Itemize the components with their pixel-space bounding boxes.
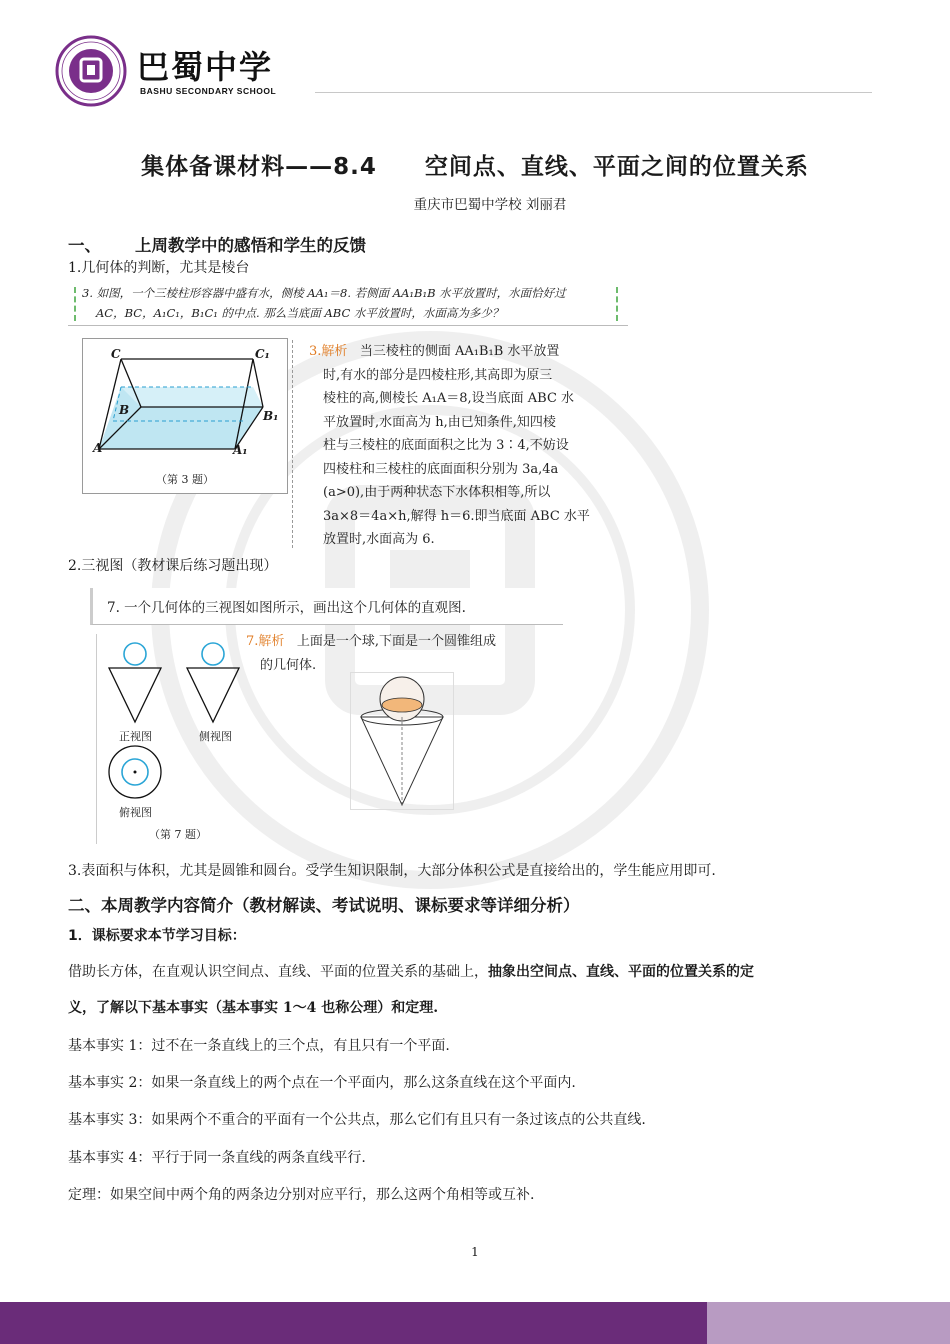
q3-solution-line: (a>0),由于两种状态下水体积相等,所以 xyxy=(323,485,551,500)
fact4: 基本事实 4：平行于同一条直线的两条直线平行. xyxy=(68,1150,366,1166)
label-B: B xyxy=(119,403,130,417)
school-logo xyxy=(55,35,127,107)
q3-figure xyxy=(82,338,288,494)
page-title: 集体备课材料——8.4 空间点、直线、平面之间的位置关系 xyxy=(141,154,809,180)
header-divider xyxy=(315,92,872,93)
school-name-cn: 巴蜀中学 xyxy=(137,48,274,86)
label-C1: C₁ xyxy=(255,347,270,361)
q3-solution-line: 四棱柱和三棱柱的底面面积分别为 3a,4a xyxy=(323,461,559,477)
section1-heading-number: 一、 xyxy=(68,236,101,255)
front-view-label: 正视图 xyxy=(119,730,152,743)
q3-question-line1: 3. 如图，一个三棱柱形容器中盛有水，侧棱 AA₁＝8. 若侧面 AA₁B₁B 水平放置时，水面恰好过 xyxy=(82,286,566,300)
label-C: C xyxy=(111,347,121,361)
q7-question-box xyxy=(90,588,563,625)
label-B1: B₁ xyxy=(263,409,279,423)
para1-bold-line2: 义，了解以下基本事实（基本事实 1～4 也称公理）和定理. xyxy=(68,1000,439,1016)
section2-heading: 二、本周教学内容简介（教材解读、考试说明、课标要求等详细分析） xyxy=(68,896,580,915)
q7-question: 7. 一个几何体的三视图如图所示，画出这个几何体的直观图. xyxy=(107,600,466,616)
label-A1: A₁ xyxy=(233,443,248,457)
section2-paragraph-line1 xyxy=(68,963,898,981)
para1-bold: 抽象出空间点、直线、平面的位置关系的定 xyxy=(488,964,754,980)
side-view-label: 侧视图 xyxy=(199,730,232,743)
section2-subheading: 1．课标要求本节学习目标： xyxy=(68,928,246,944)
fact1: 基本事实 1：过不在一条直线上的三个点，有且只有一个平面. xyxy=(68,1038,450,1054)
para1-normal: 借助长方体，在直观认识空间点、直线、平面的位置关系的基础上， xyxy=(68,964,488,980)
q3-solution-line: 平放置时,水面高为 h,由已知条件,知四棱 xyxy=(323,414,556,430)
item3-text: 3.表面积与体积，尤其是圆锥和圆台。受学生知识限制，大部分体积公式是直接给出的，学生能应用即可. xyxy=(68,863,716,879)
q7-figure-caption: （第 7 题） xyxy=(149,828,207,841)
item1-text: 1.几何体的判断，尤其是棱台 xyxy=(68,260,250,276)
q3-solution xyxy=(292,340,623,548)
fact3: 基本事实 3：如果两个不重合的平面有一个公共点，那么它们有且只有一条过该点的公共直线. xyxy=(68,1112,646,1128)
prism-diagram xyxy=(83,339,287,493)
page-number: 1 xyxy=(471,1245,479,1259)
q7-solution xyxy=(246,630,552,676)
footer-bar-light xyxy=(707,1302,950,1344)
q3-solution-line: 棱柱的高,侧棱长 A₁A＝8,设当底面 ABC 水 xyxy=(323,391,575,406)
q7-three-views-figure xyxy=(96,634,247,844)
footer-bar-dark xyxy=(0,1302,707,1344)
fact2: 基本事实 2：如果一条直线上的两个点在一个平面内，那么这条直线在这个平面内. xyxy=(68,1075,576,1091)
q3-solution-tag: 3.解析 xyxy=(309,344,348,359)
label-A: A xyxy=(93,441,103,455)
q3-question-box xyxy=(68,283,628,326)
q3-solution-line: 放置时,水面高为 6. xyxy=(323,532,435,547)
school-name-en: BASHU SECONDARY SCHOOL xyxy=(140,86,277,96)
item2-text: 2.三视图（教材课后练习题出现） xyxy=(68,558,278,574)
q3-figure-caption: （第 3 题） xyxy=(156,473,214,486)
q7-solution-tag: 7.解析 xyxy=(246,634,285,649)
section1-heading: 上周教学中的感悟和学生的反馈 xyxy=(135,236,366,255)
q3-solution-line: 柱与三棱柱的底面面积之比为 3∶4,不妨设 xyxy=(323,438,569,453)
q7-solution-line2: 的几何体. xyxy=(260,657,317,673)
top-view-label: 俯视图 xyxy=(119,806,152,819)
q3-question-line2: AC，BC，A₁C₁，B₁C₁ 的中点. 那么当底面 ABC 水平放置时，水面高为多少？ xyxy=(96,306,504,320)
q7-solution-figure xyxy=(350,672,454,810)
theorem: 定理：如果空间中两个角的两条边分别对应平行，那么这两个角相等或互补. xyxy=(68,1187,535,1203)
sphere-cone-diagram xyxy=(351,673,453,809)
author-line: 重庆市巴蜀中学校 刘丽君 xyxy=(413,197,567,213)
q3-solution-line: 当三棱柱的侧面 AA₁B₁B 水平放置 xyxy=(359,344,560,359)
q7-solution-line1: 上面是一个球,下面是一个圆锥组成 xyxy=(296,634,496,649)
q3-solution-line: 时,有水的部分是四棱柱形,其高即为原三 xyxy=(323,367,553,383)
q3-solution-line: 3a×8＝4a×h,解得 h＝6.即当底面 ABC 水平 xyxy=(323,508,590,524)
